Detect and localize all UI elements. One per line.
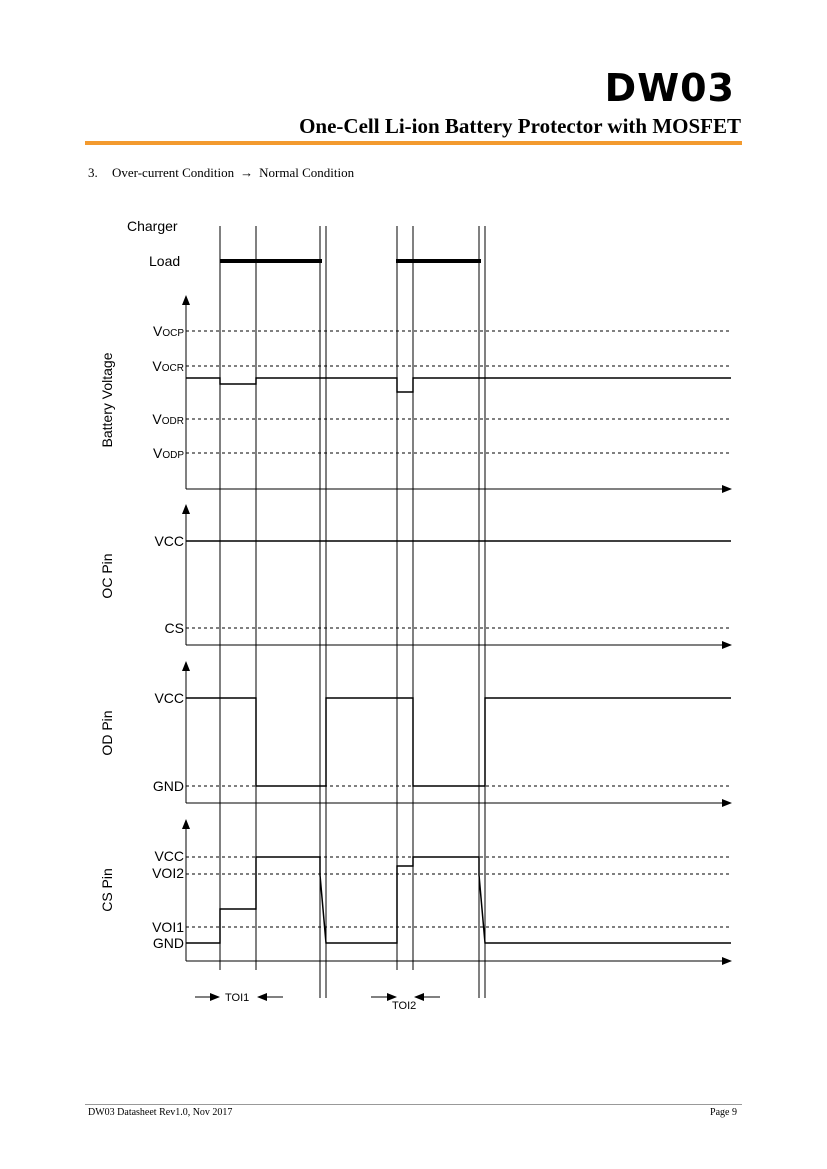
vodr-label: VODR	[152, 411, 184, 427]
od-pin-panel	[99, 662, 731, 803]
load-label: Load	[149, 253, 181, 269]
oc-vcc-label: VCC	[154, 533, 184, 549]
cs-voi1-label: VOI1	[152, 919, 184, 935]
cs-gnd-label: GND	[152, 935, 184, 951]
od-gnd-label: GND	[152, 778, 184, 794]
footer-divider	[85, 1104, 742, 1105]
toi1-label: TOI1	[225, 992, 250, 1004]
footer-page-number: Page 9	[710, 1107, 737, 1118]
cs-pin-waveform	[186, 857, 731, 943]
document-title: DW03	[604, 66, 735, 110]
cs-pin-axis-title: CS Pin	[99, 868, 115, 912]
vocr-label: VOCR	[152, 358, 184, 374]
level-lines	[186, 857, 731, 927]
oc-cs-label: CS	[164, 620, 184, 636]
od-pin-axis-title: OD Pin	[99, 710, 115, 756]
level-lines	[186, 331, 731, 453]
cs-voi2-label: VOI2	[152, 865, 184, 881]
document-subtitle: One-Cell Li-ion Battery Protector with MOSFET	[299, 114, 741, 138]
section-to: Normal Condition	[259, 165, 355, 180]
cs-pin-panel	[99, 820, 731, 961]
od-vcc-label: VCC	[154, 690, 184, 706]
vocp-label: VOCP	[152, 323, 184, 339]
footer-doc-info: DW03 Datasheet Rev1.0, Nov 2017	[88, 1107, 233, 1118]
od-pin-waveform	[186, 698, 731, 786]
oc-pin-panel	[99, 505, 731, 645]
toi2-label: TOI2	[392, 1000, 417, 1012]
battery-voltage-axis-title: Battery Voltage	[99, 352, 115, 448]
cs-vcc-label: VCC	[154, 848, 184, 864]
vodp-label: VODP	[152, 445, 184, 461]
charger-label: Charger	[127, 218, 178, 234]
section-from: Over-current Condition	[112, 165, 235, 180]
section-number: 3.	[88, 165, 98, 180]
oc-pin-axis-title: OC Pin	[99, 553, 115, 599]
battery-voltage-panel	[99, 296, 731, 489]
battery-voltage-waveform	[186, 378, 731, 392]
event-lines	[220, 226, 485, 998]
right-arrow-icon: →	[240, 165, 254, 180]
